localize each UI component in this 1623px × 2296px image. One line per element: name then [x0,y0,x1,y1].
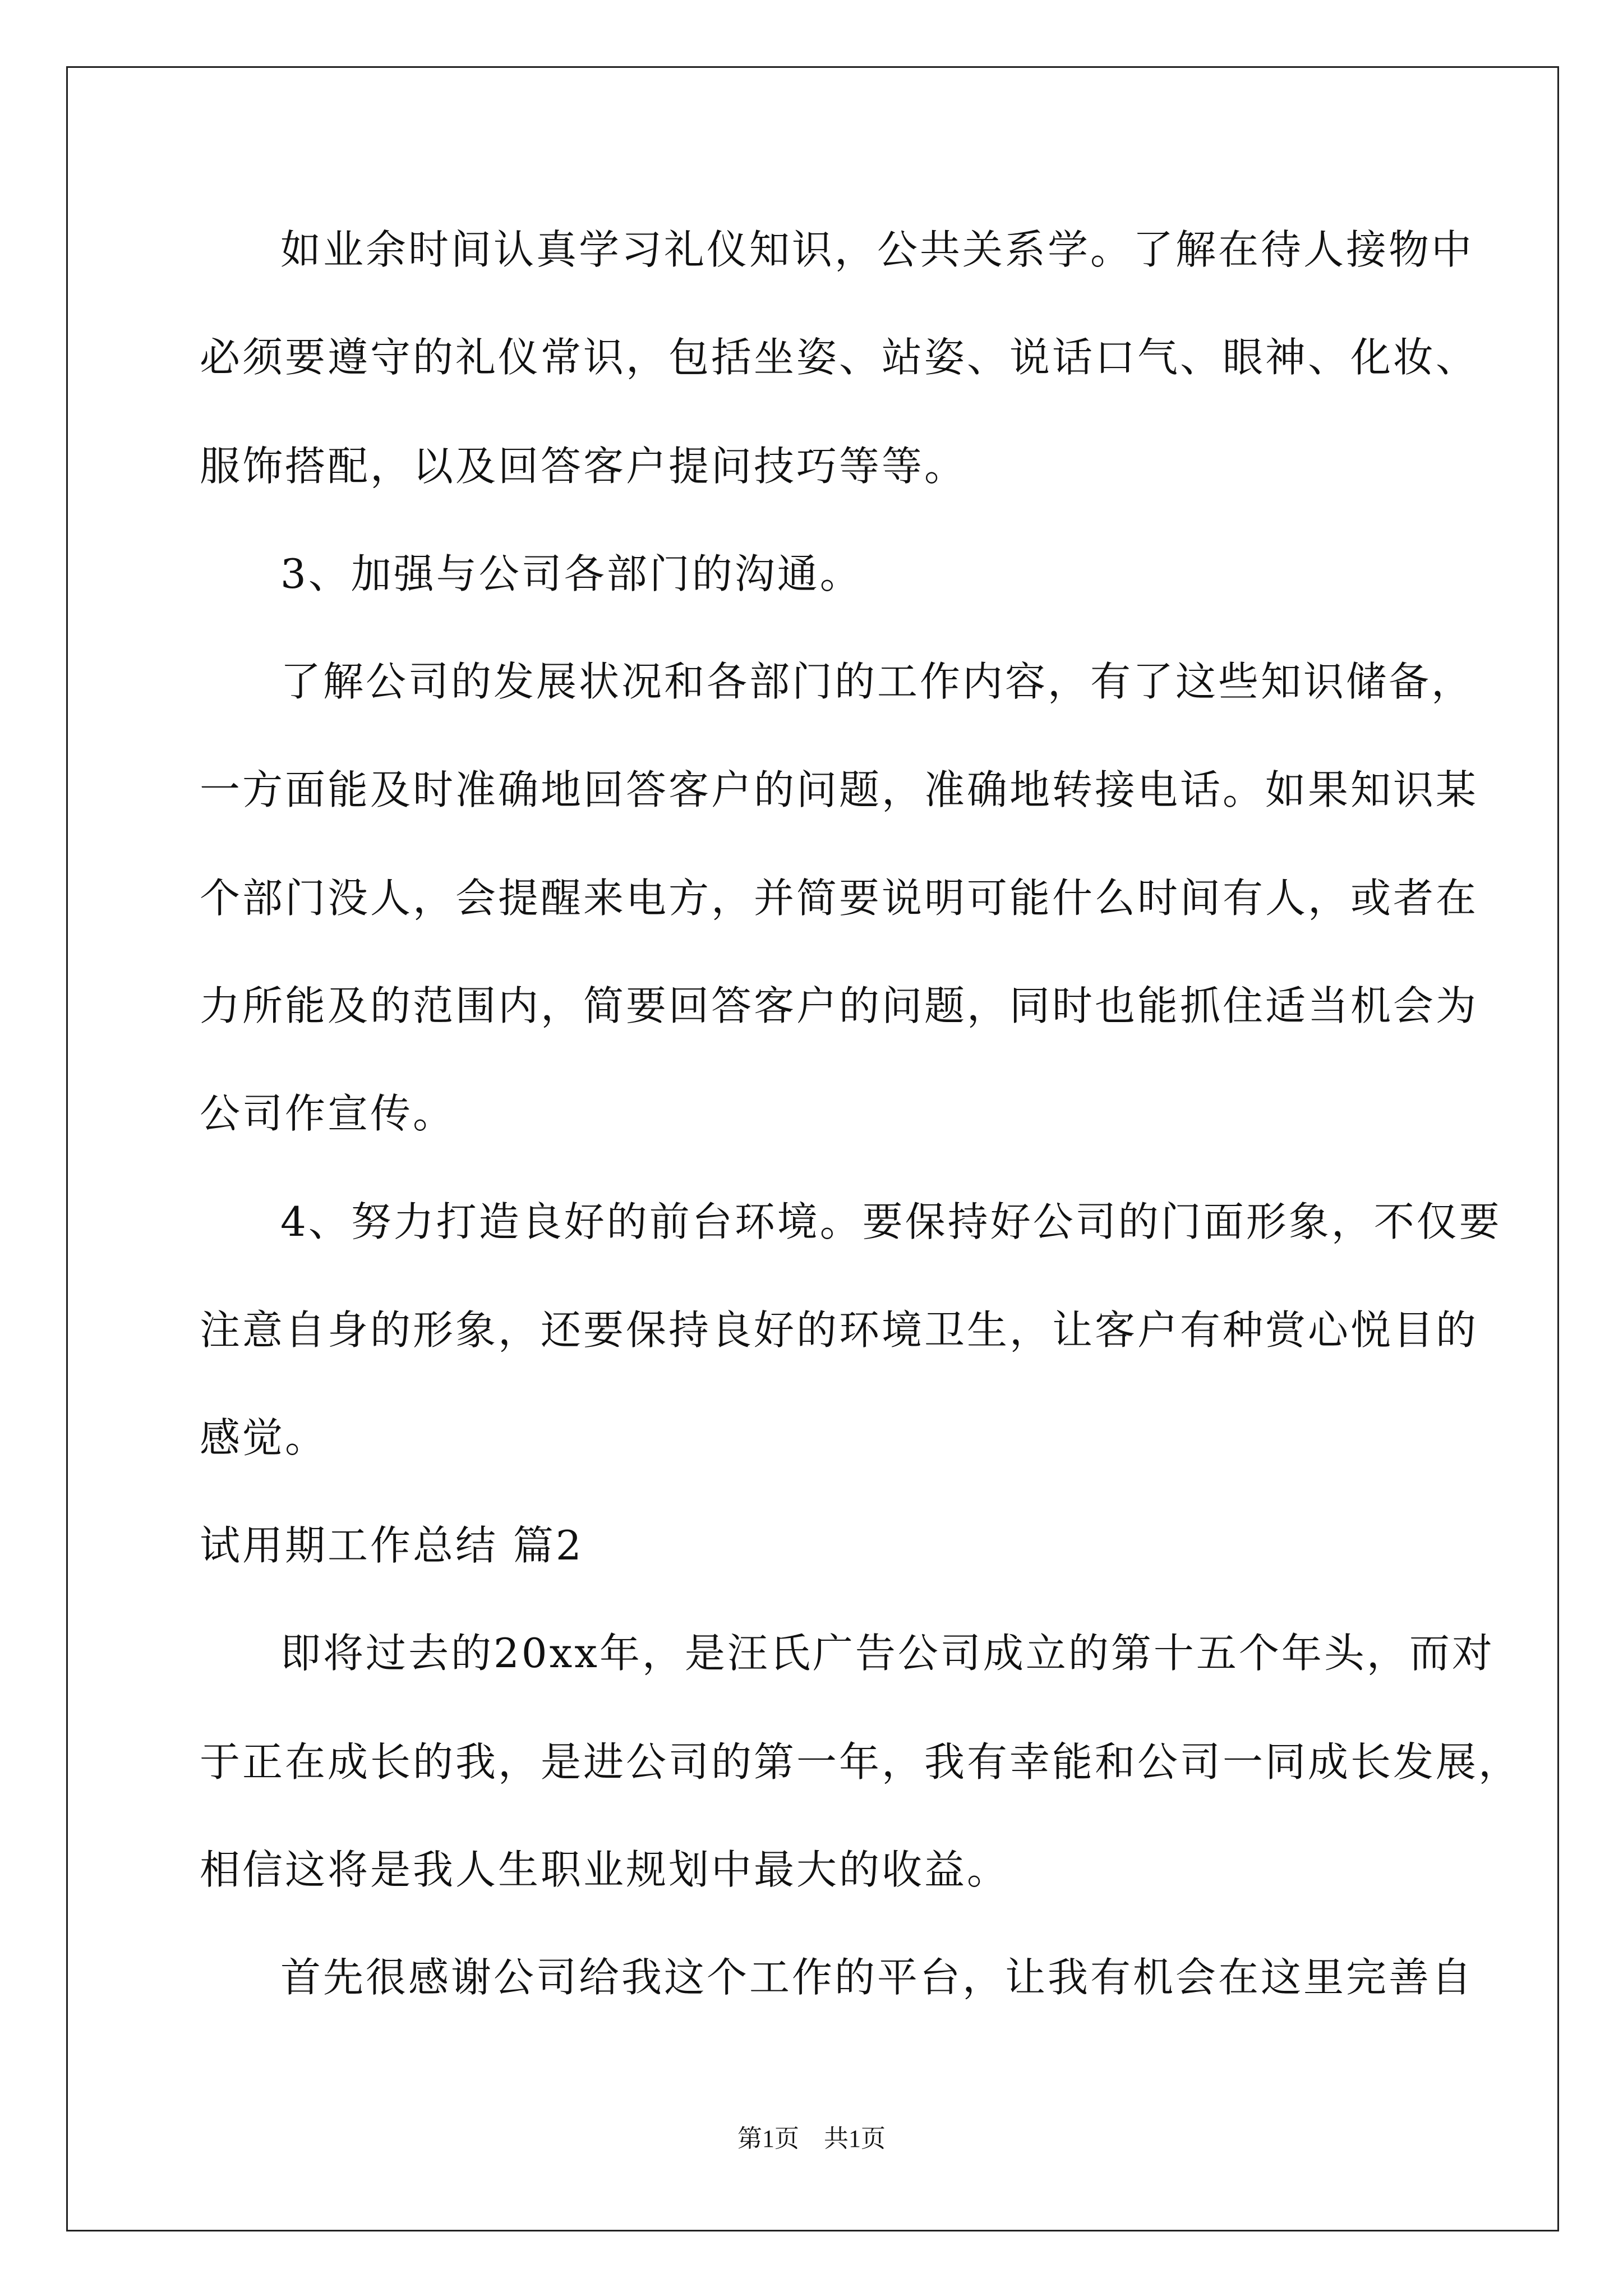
paragraph-line: 必须要遵守的礼仪常识，包括坐姿、站姿、说话口气、眼神、化妆、 [200,334,1479,381]
list-item-heading: 3、加强与公司各部门的沟通。 [280,550,863,597]
paragraph-line: 4、努力打造良好的前台环境。要保持好公司的门面形象，不仅要 [280,1198,1502,1245]
paragraph-line: 公司作宣传。 [200,1090,456,1137]
paragraph-line: 即将过去的20xx年，是汪氏广告公司成立的第十五个年头，而对 [280,1630,1495,1677]
paragraph-line: 个部门没人，会提醒来电方，并简要说明可能什么时间有人，或者在 [200,875,1479,922]
paragraph-line: 力所能及的范围内，简要回答客户的问题，同时也能抓住适当机会为 [200,982,1479,1029]
paragraph-line: 感觉。 [200,1414,328,1461]
paragraph-line: 服饰搭配，以及回答客户提问技巧等等。 [200,443,967,490]
paragraph-line: 注意自身的形象，还要保持良好的环境卫生，让客户有种赏心悦目的 [200,1306,1479,1354]
section-heading: 试用期工作总结 篇2 [200,1522,584,1569]
page-number-footer: 第1页 共1页 [737,2125,886,2152]
paragraph-line: 一方面能及时准确地回答客户的问题，准确地转接电话。如果知识某 [200,766,1479,813]
paragraph-line: 于正在成长的我，是进公司的第一年，我有幸能和公司一同成长发展， [200,1738,1521,1786]
paragraph-line: 相信这将是我人生职业规划中最大的收益。 [200,1846,1010,1893]
page-border [66,66,1559,2231]
paragraph-line: 了解公司的发展状况和各部门的工作内容，有了这些知识储备， [280,658,1474,705]
paragraph-line: 首先很感谢公司给我这个工作的平台，让我有机会在这里完善自 [280,1954,1474,2001]
paragraph-line: 如业余时间认真学习礼仪知识，公共关系学。了解在待人接物中 [280,226,1474,273]
